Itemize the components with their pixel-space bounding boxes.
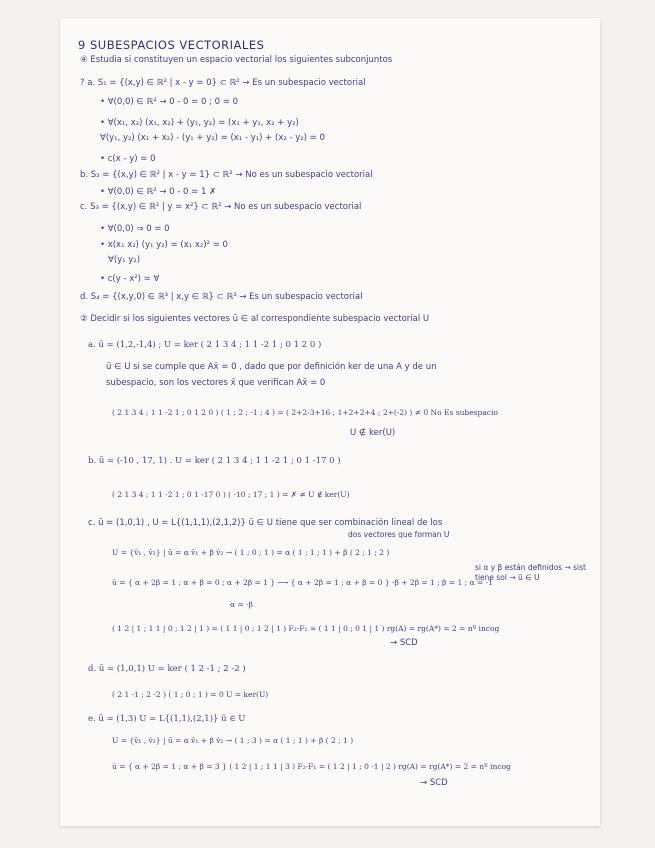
part-c-result: → SCD <box>390 638 418 648</box>
part-e-combination: U = {v̄₁ , v̄₂} | ū = α v̄₁ + β v̄₂ → ( 1 ; 3 ) = α ( 1 ; 1 ) + β ( 2 ; 1 ) <box>112 736 354 745</box>
part-c-matrix: ( 1 2 | 1 ; 1 1 | 0 ; 1 2 | 1 ) = ( 1 1 | 0 ; 1 2 | 1 ) F₂-F₁ ≈ ( 1 1 | 0 ; 0 1 | 1 ) rg(A) = rg(A*) = 2 = nº incog <box>112 624 500 633</box>
part-a-statement: a. ū = (1,2,-1,4) ; U = ker ( 2 1 3 4 ; 1 1 -2 1 ; 0 1 2 0 ) <box>88 340 322 350</box>
part-b-product: ( 2 1 3 4 ; 1 1 -2 1 ; 0 1 -17 0 ) ( -10 ; 17 ; 1 ) = ✗ ≠ U ∉ ker(U) <box>112 490 350 499</box>
item-a-step: • c(x - y) = 0 <box>100 154 156 164</box>
item-c-step: • c(y - x²) = ∀ <box>100 274 160 284</box>
part-c-system: ū = { α + 2β = 1 ; α + β = 0 ; α + 2β = 1 } ⟶ { α + 2β = 1 ; α + β = 0 } -β + 2β = 1 ; β = 1 ; α = -1 <box>112 578 494 587</box>
exercise-2-statement: ② Decidir si los siguientes vectores ū ∈ al correspondiente subespacio vectorial U <box>80 314 430 324</box>
part-c-substitution: α = -β <box>230 600 253 609</box>
part-e-system: ū = { α + 2β = 1 ; α + β = 3 } ( 1 2 | 1 ; 1 1 | 3 ) F₂-F₁ = ( 1 2 | 1 ; 0 -1 | 2 ) rg(A) = rg(A*) = 2 = nº incog <box>112 762 511 771</box>
part-d-product: ( 2 1 -1 ; 2 -2 ) ( 1 ; 0 ; 1 ) = 0 U = ker(U) <box>112 690 269 699</box>
part-c-statement-cont: dos vectores que forman U <box>348 530 450 539</box>
part-a-explanation: ū ∈ U si se cumple que Ax̄ = 0 , dado que por definición ker de una A y de un <box>106 362 437 372</box>
item-a-step: ∀(y₁, y₂) (x₁ + x₂) - (y₁ + y₂) = (x₁ - y₁) + (x₂ - y₂) = 0 <box>100 133 325 143</box>
item-b-statement: b. S₂ = {(x,y) ∈ ℝ² | x - y = 1} ⊂ ℝ² → No es un subespacio vectorial <box>80 170 373 180</box>
part-a-result: U ∉ ker(U) <box>350 428 396 438</box>
item-d-statement: d. S₄ = {(x,y,0) ∈ ℝ³ | x,y ∈ ℝ} ⊂ ℝ³ → Es un subespacio vectorial <box>80 292 363 302</box>
part-e-statement: e. ū = (1,3) U = L{(1,1),(2,1)} ū ∈ U <box>88 714 246 724</box>
part-d-statement: d. ū = (1,0,1) U = ker ( 1 2 -1 ; 2 -2 ) <box>88 664 246 674</box>
item-c-statement: c. S₃ = {(x,y) ∈ ℝ² | y = x²} ⊂ ℝ² → No es un subespacio vectorial <box>80 202 362 212</box>
item-a-step: • ∀(x₁, x₂) (x₁, x₂) + (y₁, y₂) = (x₁ + y₁, x₂ + y₂) <box>100 118 299 128</box>
part-c-note: si α y β están definidos → sist tiene sol → ū ∈ U <box>475 563 586 582</box>
part-a-explanation: subespacio, son los vectores x̄ que verifican Ax̄ = 0 <box>106 378 326 388</box>
part-c-statement: c. ū = (1,0,1) , U = L{(1,1,1),(2,1,2)} ū ∈ U tiene que ser combinación lineal de los <box>88 518 443 528</box>
item-a-statement: ? a. S₁ = {(x,y) ∈ ℝ² | x - y = 0} ⊂ ℝ² → Es un subespacio vectorial <box>80 78 366 88</box>
part-c-combination: U = {v̄₁ , v̄₂} | ū = α v̄₁ + β v̄₂ → ( 1 ; 0 ; 1 ) = α ( 1 ; 1 ; 1 ) + β ( 2 ; 1 ; 2 ) <box>112 548 390 557</box>
item-b-step: • ∀(0,0) ∈ ℝ² → 0 - 0 = 1 ✗ <box>100 187 217 197</box>
item-a-step: • ∀(0,0) ∈ ℝ² → 0 - 0 = 0 ; 0 = 0 <box>100 97 238 107</box>
item-c-step: • x(x₁ x₂) (y₁ y₂) = (x₁ x₂)² = 0 <box>100 240 228 250</box>
exercise-1-statement: ④ Estudia si constituyen un espacio vectorial los siguientes subconjuntos <box>80 55 393 65</box>
page-title: 9 SUBESPACIOS VECTORIALES <box>78 38 265 52</box>
item-c-step: • ∀(0,0) ⇒ 0 = 0 <box>100 224 170 234</box>
part-e-result: → SCD <box>420 778 448 788</box>
part-b-statement: b. ū = (-10 , 17, 1) . U = ker ( 2 1 3 4 ; 1 1 -2 1 ; 0 1 -17 0 ) <box>88 456 341 466</box>
part-a-product: ( 2 1 3 4 ; 1 1 -2 1 ; 0 1 2 0 ) ( 1 ; 2 ; -1 ; 4 ) = ( 2+2-3+16 ; 1+2+2+4 ; 2+(-2) ) ≠ 0 No Es subespacio <box>112 408 498 417</box>
item-c-step: ∀(y₁ y₂) <box>108 255 141 265</box>
